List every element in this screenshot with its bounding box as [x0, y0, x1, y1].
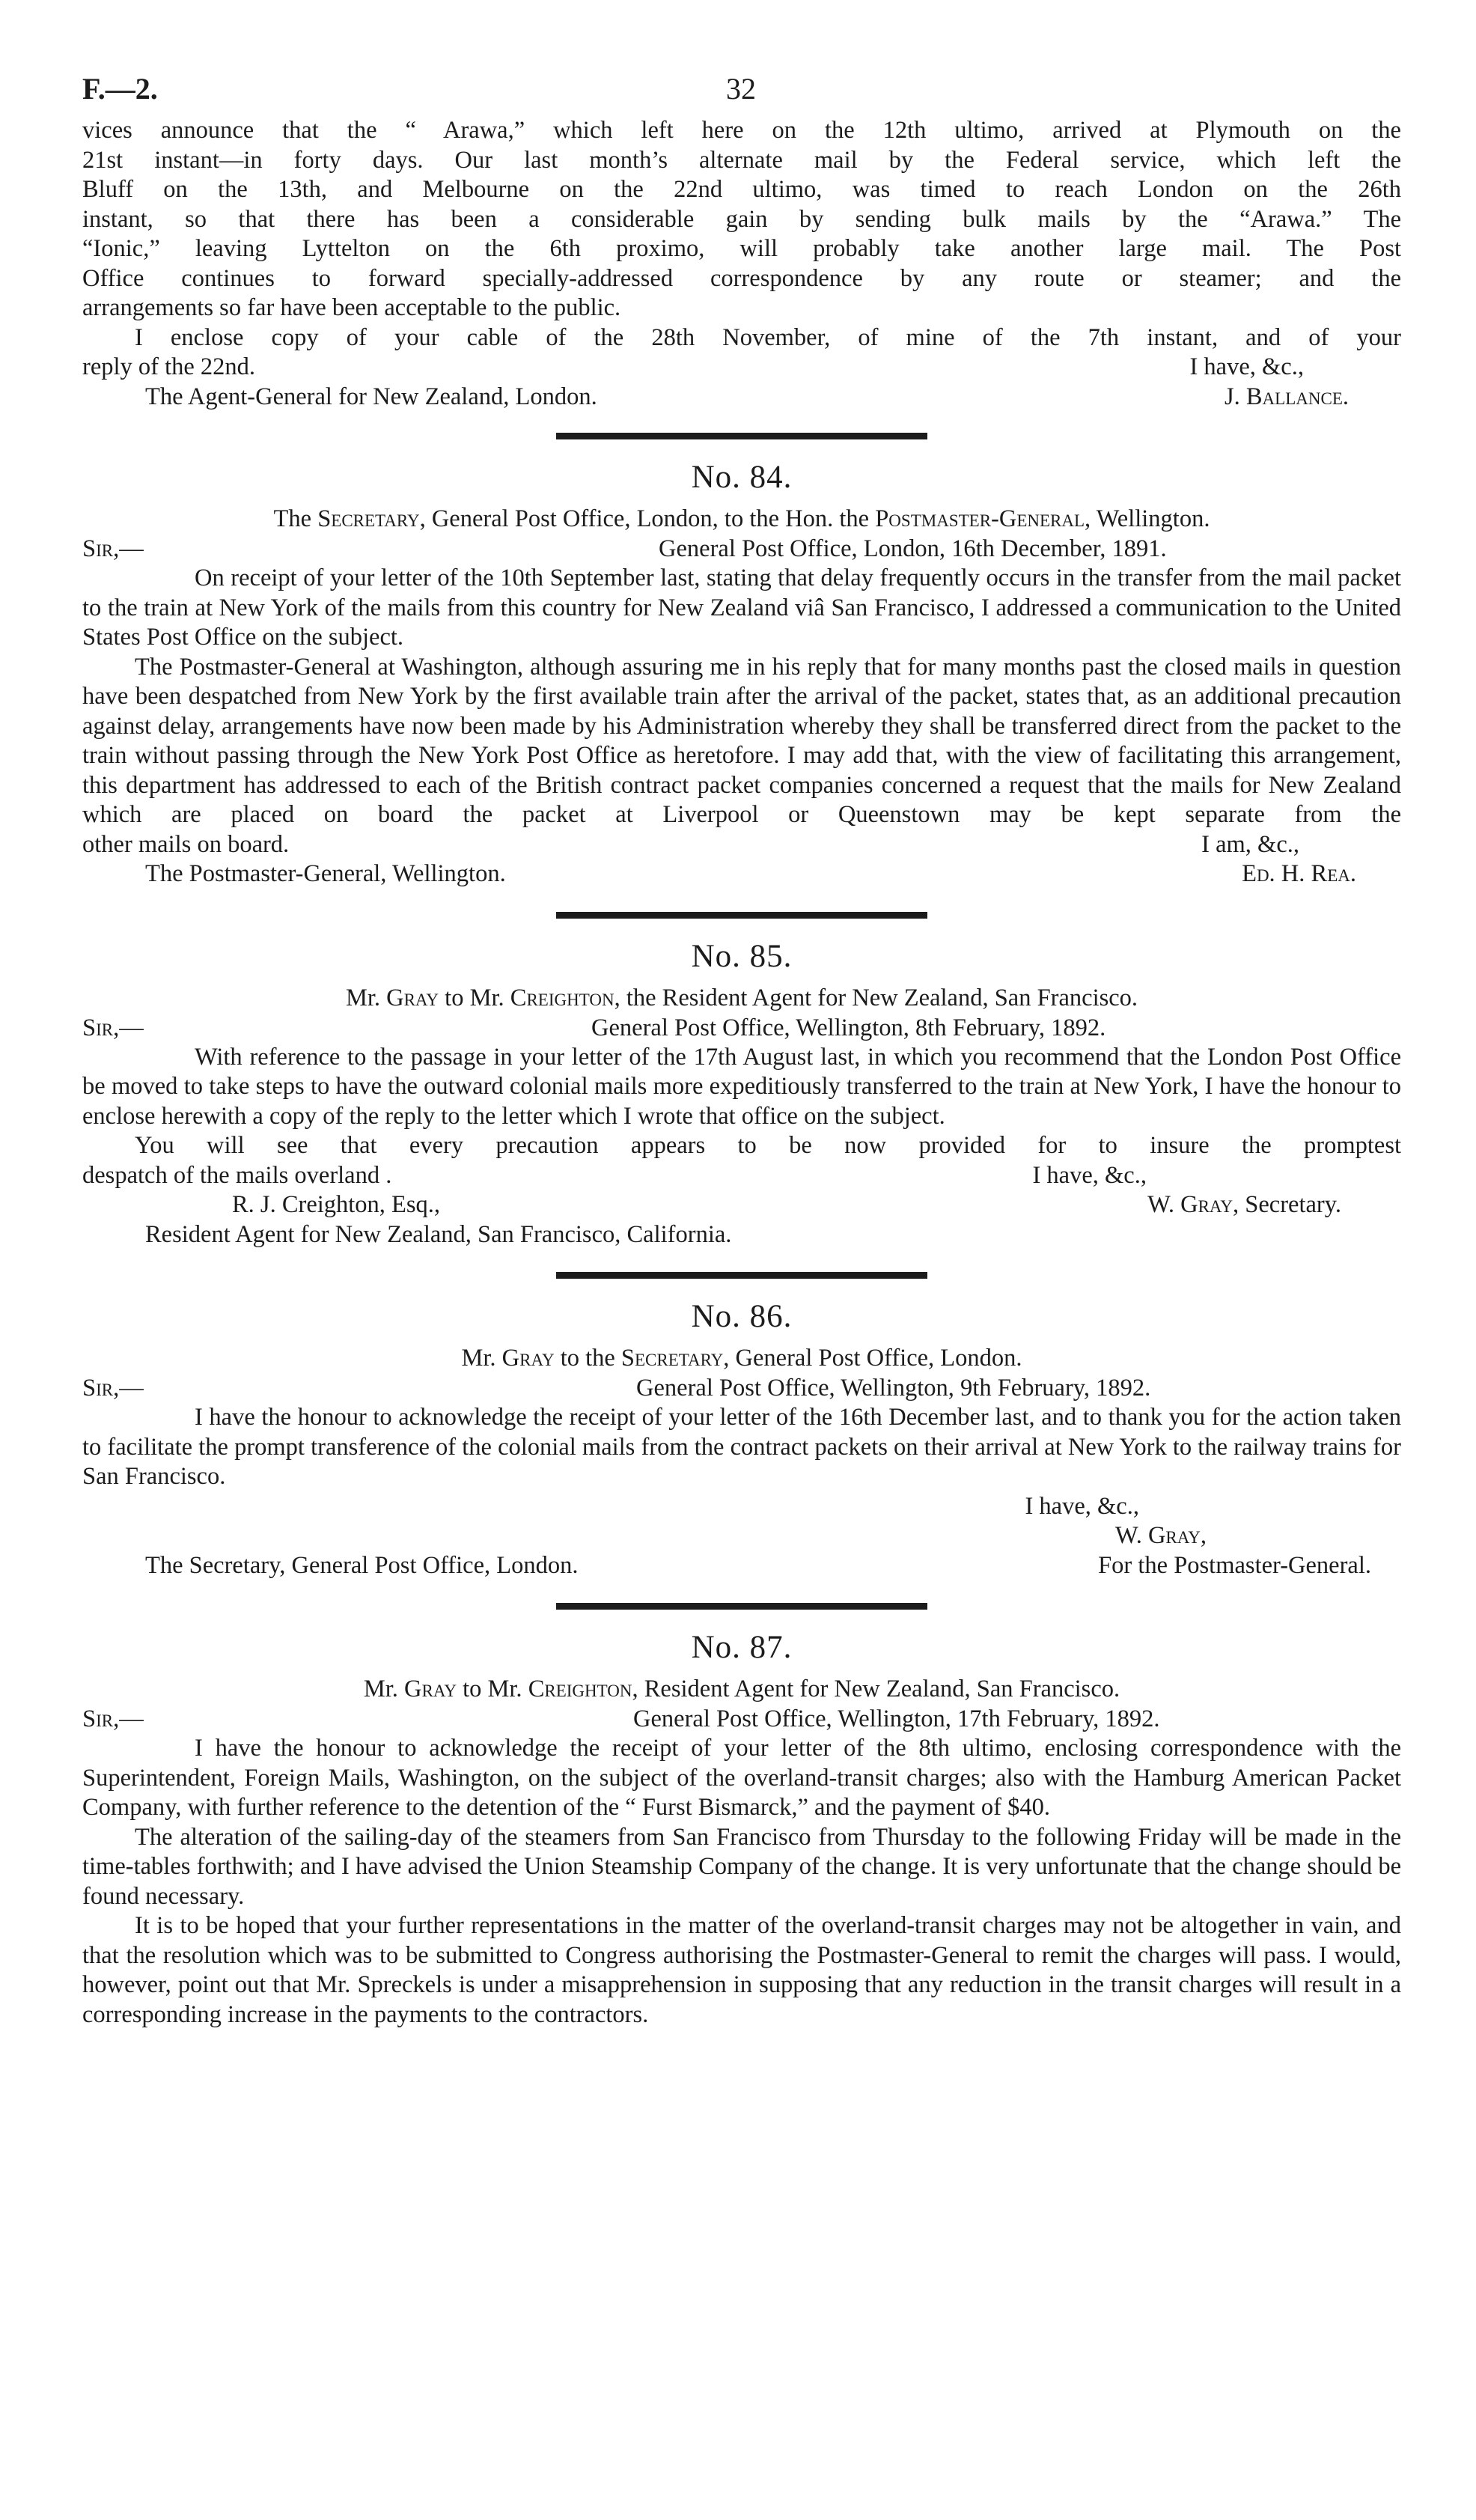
- letter-84: [82, 457, 1401, 889]
- sender: Gray: [404, 1676, 457, 1702]
- recipient-row: [82, 1220, 1401, 1250]
- salutation: Sir,—: [82, 535, 144, 562]
- closing: I have, &c.,: [1032, 1161, 1147, 1189]
- dateline: General Post Office, London, 16th December, 1891.: [659, 535, 1167, 562]
- salutation: Sir,—: [82, 1705, 144, 1732]
- addressee: Creighton: [510, 984, 615, 1011]
- signature: W. Gray,: [1115, 1522, 1207, 1549]
- letter-address: Mr. Gray to the Secretary, General Post Office, London.: [461, 1345, 1022, 1372]
- section-divider: [556, 1603, 927, 1610]
- addressee: Creighton: [528, 1676, 632, 1702]
- signature-row: [82, 1521, 1401, 1551]
- letter-address: The Secretary, General Post Office, London, to the Hon. the Postmaster-General, Wellington.: [273, 505, 1210, 532]
- intro-line: instant, so that there has been a considerable gain by sending bulk mails by the “Arawa.” The: [82, 205, 1401, 233]
- last-line: other mails on board.: [82, 830, 290, 858]
- recipient: The Postmaster-General, Wellington.: [145, 860, 506, 887]
- recipient: The Secretary, General Post Office, London.: [145, 1551, 579, 1579]
- addressee: Secretary: [620, 1345, 724, 1372]
- paragraph: You will see that every precaution appears to be now provided for to insure the promptest: [135, 1132, 1401, 1159]
- intro-line: Office continues to forward specially-addressed correspondence by any route or steamer; and the: [82, 264, 1401, 292]
- signature: W. Gray: [1147, 1191, 1233, 1218]
- intro-line: Bluff on the 13th, and Melbourne on the 22nd ultimo, was timed to reach London on the 26th: [82, 176, 1401, 203]
- paragraph: The Postmaster-General at Washington, although assuring me in his reply that for many months past the closed mails in question have been despatched from New York by the first available train after the arrival of the packet, states that, as an additional precaution against delay, arrangements have now been made by his Administration whereby they shall be transferred direct from the packet to the train without passing through the New York Post Office as heretofore. I may add that, with the view of facilitating this arrangement, this department has addressed to each of the British contract packet companies concerned a request that the mails for New Zealand which are placed on board the packet at Liverpool or Queenstown may be kept separate from the: [82, 653, 1401, 828]
- letter-87: [82, 1628, 1401, 2030]
- intro-last-line: reply of the 22nd.: [82, 353, 256, 380]
- page-header: [82, 71, 1401, 116]
- letter-number: No. 85.: [691, 938, 793, 974]
- paragraph: With reference to the passage in your letter of the 17th August last, in which you recommend that the London Post Office be moved to take steps to have the outward colonial mails more expeditiously transferred to the train at New York, I have the honour to enclose herewith a copy of the reply to the letter which I wrote that office on the subject.: [82, 1043, 1401, 1130]
- intro-line: vices announce that the “ Arawa,” which left here on the 12th ultimo, arrived at Plymouth on the: [82, 117, 1401, 144]
- letter-86: [82, 1297, 1401, 1580]
- signature-row: [82, 859, 1401, 889]
- salutation: Sir,—: [82, 1375, 144, 1401]
- paragraph: It is to be hoped that your further representations in the matter of the overland-transit charges may not be altogether in vain, and that the resolution which was to be submitted to Congress authorising the Postmaster-General to remit the charges will pass. I would, however, point out that Mr. Spreckels is under a misapprehension in supposing that any reduction in the transit charges will result in a corresponding increase in the payments to the contractors.: [82, 1912, 1401, 2028]
- recipient-row: [82, 1551, 1401, 1581]
- sender: Gray: [501, 1345, 555, 1372]
- closing-row: [82, 1161, 1401, 1191]
- signature-row: [82, 1190, 1401, 1220]
- letter-number: No. 86.: [691, 1299, 793, 1334]
- closing: I am, &c.,: [1201, 830, 1299, 858]
- letter-85: [82, 937, 1401, 1250]
- section-divider: [556, 912, 927, 919]
- page-number: 32: [726, 72, 756, 106]
- intro-recipient: The Agent-General for New Zealand, London.: [145, 383, 597, 410]
- letter-number: No. 87.: [691, 1630, 793, 1665]
- intro-signature: J. Ballance.: [1224, 383, 1349, 410]
- paragraph: The alteration of the sailing-day of the steamers from San Francisco from Thursday to the following Friday will be made in the time-tables forthwith; and I have advised the Union Steamship Company of the change. It is very unfortunate that the change should be found necessary.: [82, 1823, 1401, 1910]
- addressee-name: R. J. Creighton, Esq.,: [232, 1191, 441, 1218]
- paragraph: On receipt of your letter of the 10th September last, stating that delay frequently occurs in the transfer from the mail packet to the train at New York of the mails from this country for New Zealand viâ San Francisco, I addressed a communication to the United States Post Office on the subject.: [82, 564, 1401, 651]
- salutation: Sir,—: [82, 1014, 144, 1041]
- last-line: despatch of the mails overland .: [82, 1161, 392, 1189]
- salutation-row: [82, 1704, 1401, 1734]
- paragraph: I have the honour to acknowledge the receipt of your letter of the 8th ultimo, enclosing correspondence with the Superintendent, Foreign Mails, Washington, on the subject of the overland-transit charges; also with the Hamburg American Packet Company, with further reference to the detention of the “ Furst Bismarck,” and the payment of $40.: [82, 1735, 1401, 1821]
- paragraph: I have the honour to acknowledge the receipt of your letter of the 16th December last, and to thank you for the action taken to facilitate the prompt transference of the colonial mails from the contract packets on their arrival at New York to the railway trains for San Francisco.: [82, 1404, 1401, 1490]
- intro-line: arrangements so far have been acceptable to the public.: [82, 294, 621, 321]
- intro-signature-row: [82, 383, 1401, 413]
- closing: I have, &c.,: [1025, 1492, 1139, 1520]
- salutation-row: [82, 1373, 1401, 1403]
- section-label: F.—2.: [82, 72, 158, 106]
- signature-title: For the Postmaster-General.: [1098, 1551, 1371, 1579]
- intro-paragraph-2: I enclose copy of your cable of the 28th November, of mine of the 7th instant, and of your: [135, 323, 1401, 351]
- intro-line: “Ionic,” leaving Lyttelton on the 6th proximo, will probably take another large mail. The Post: [82, 235, 1401, 262]
- letter-number: No. 84.: [691, 460, 793, 495]
- intro-line: 21st instant—in forty days. Our last month’s alternate mail by the Federal service, which left the: [82, 146, 1401, 174]
- salutation-row: [82, 534, 1401, 564]
- dateline: General Post Office, Wellington, 17th February, 1892.: [633, 1705, 1160, 1732]
- signature-title: , Secretary.: [1233, 1191, 1341, 1218]
- dateline: General Post Office, Wellington, 8th February, 1892.: [591, 1014, 1106, 1041]
- sender: Secretary: [317, 505, 420, 532]
- section-divider: [556, 433, 927, 439]
- letter-address: Mr. Gray to Mr. Creighton, Resident Agent for New Zealand, San Francisco.: [363, 1676, 1120, 1702]
- signature: Ed. H. Rea.: [1242, 860, 1356, 887]
- closing-row: [82, 1492, 1401, 1522]
- letter-address: Mr. Gray to Mr. Creighton, the Resident Agent for New Zealand, San Francisco.: [345, 984, 1138, 1011]
- section-divider: [556, 1272, 927, 1279]
- intro-closing-row: [82, 353, 1401, 383]
- page: [82, 71, 1401, 2030]
- closing-row: [82, 830, 1401, 860]
- dateline: General Post Office, Wellington, 9th February, 1892.: [636, 1375, 1151, 1401]
- salutation-row: [82, 1013, 1401, 1043]
- addressee: Postmaster-General: [875, 505, 1085, 532]
- intro-continuation: [82, 116, 1401, 412]
- recipient: Resident Agent for New Zealand, San Francisco, California.: [145, 1220, 732, 1248]
- intro-closing: I have, &c.,: [1189, 353, 1304, 380]
- sender: Gray: [386, 984, 439, 1011]
